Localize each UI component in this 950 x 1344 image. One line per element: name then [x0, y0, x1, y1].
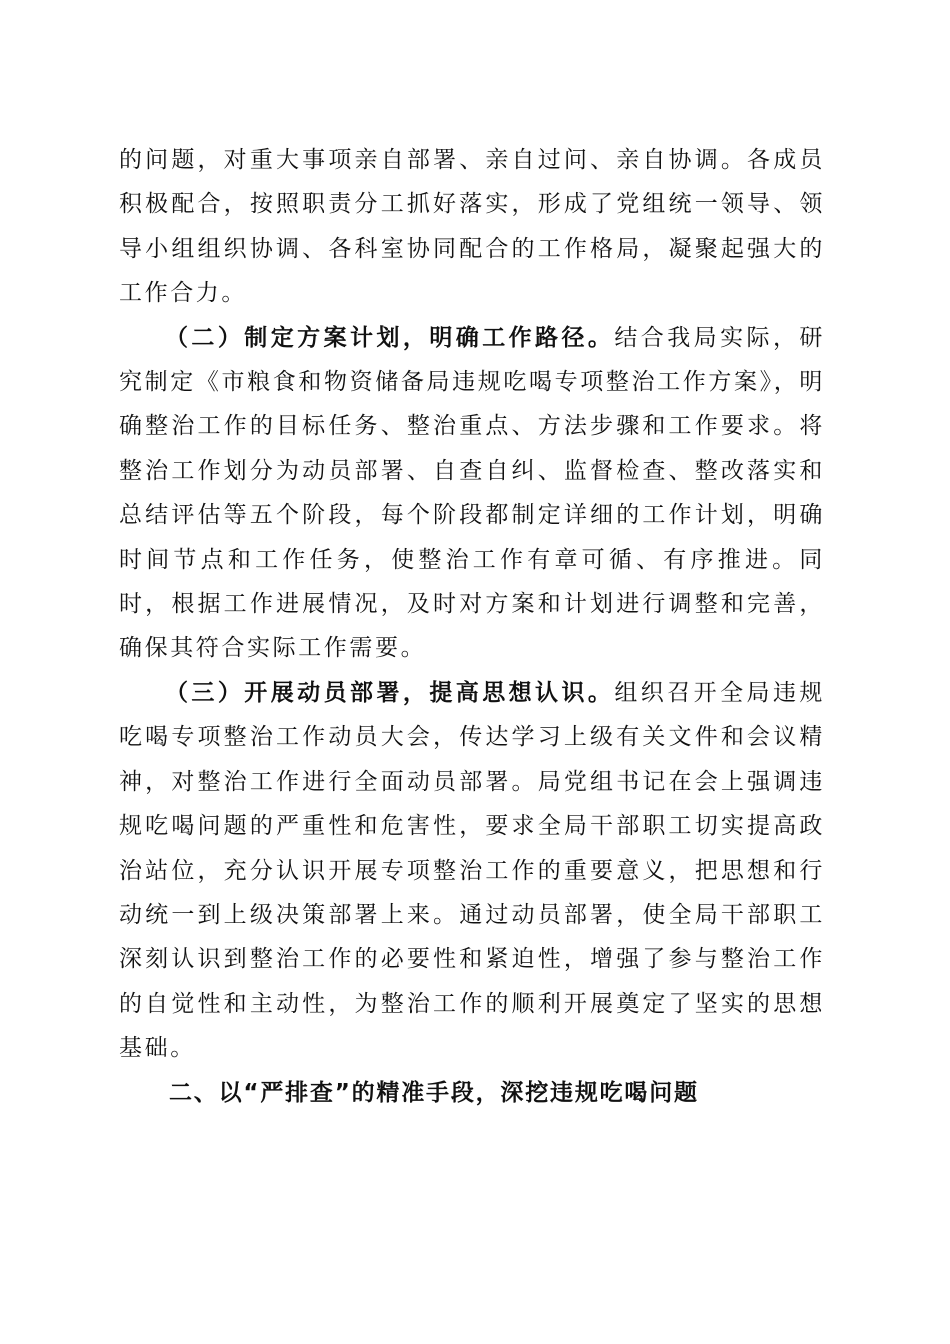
- section-2-lead: （二）制定方案计划，明确工作路径。: [165, 324, 615, 351]
- section-3-body: 组织召开全局违规吃喝专项整治工作动员大会，传达学习上级有关文件和会议精神，对整治工作进行全面动员部署。局党组书记在会上强调违规吃喝问题的严重性和危害性，要求全局干部职工切实提高政治站位，充分认识开展专项整治工作的重要意义，把思想和行动统一到上级决策部署上来。通过动员部署，使全局干部职工深刻认识到整治工作的必要性和紧迫性，增强了参与整治工作的自觉性和主动性，为整治工作的顺利开展奠定了坚实的思想基础。: [119, 679, 825, 1062]
- section-heading-2: 二、以“严排查”的精准手段，深挖违规吃喝问题: [169, 1079, 699, 1106]
- section-2-body: 结合我局实际，研究制定《市粮食和物资储备局违规吃喝专项整治工作方案》，明确整治工作的目标任务、整治重点、方法步骤和工作要求。将整治工作划分为动员部署、自查自纠、监督检查、整改落实和总结评估等五个阶段，每个阶段都制定详细的工作计划，明确时间节点和工作任务，使整治工作有章可循、有序推进。同时，根据工作进展情况，及时对方案和计划进行调整和完善，确保其符合实际工作需要。: [119, 324, 825, 662]
- document-body: [119, 138, 825, 1115]
- section-3-lead: （三）开展动员部署，提高思想认识。: [165, 679, 615, 706]
- paragraph-continuation: 的问题，对重大事项亲自部署、亲自过问、亲自协调。各成员积极配合，按照职责分工抓好落实，形成了党组统一领导、领导小组组织协调、各科室协同配合的工作格局，凝聚起强大的工作合力。: [119, 147, 825, 307]
- paragraph-section-3: [119, 671, 825, 1071]
- paragraph-section-2: [119, 316, 825, 671]
